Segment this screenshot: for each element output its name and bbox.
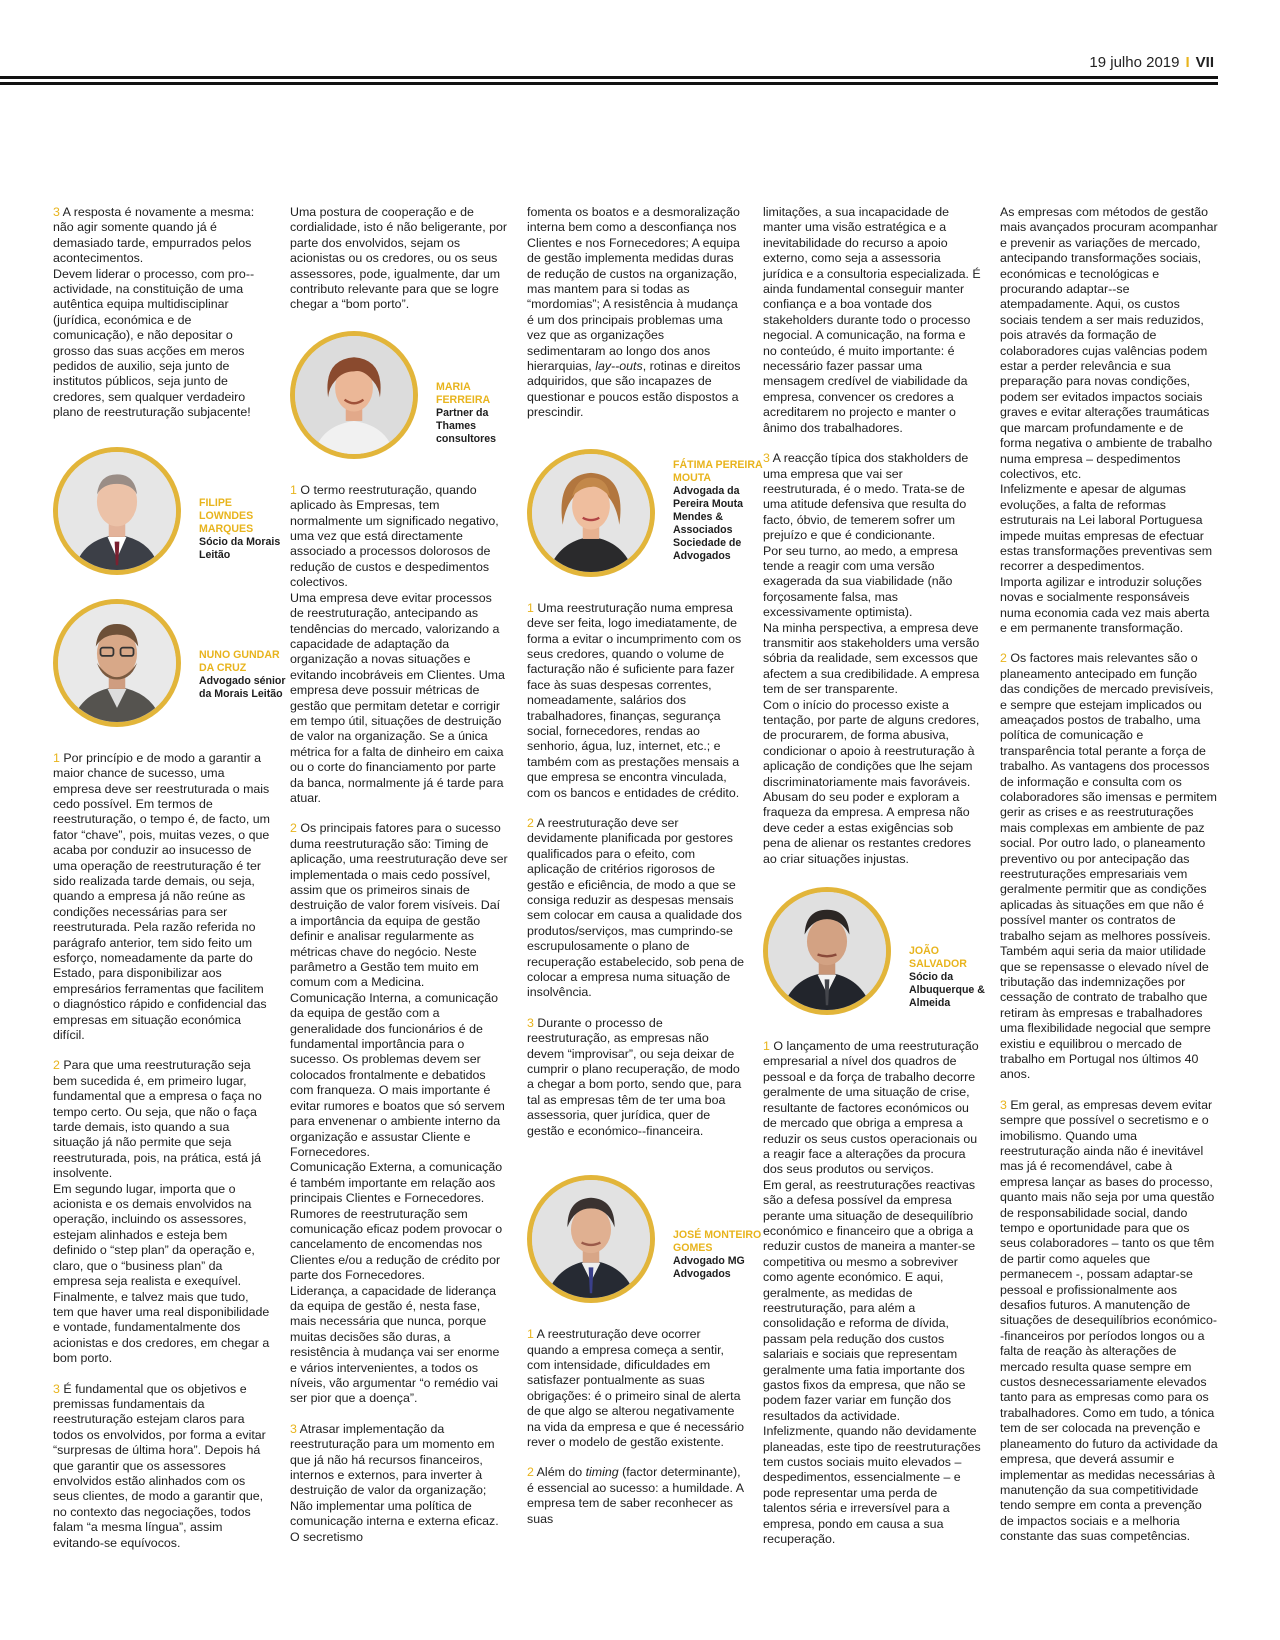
paragraph	[290, 821, 508, 1406]
paragraph-text: A reestruturação deve ser devidamente planificada por gestores qualificados para o efeito, com aplicação de critérios rigorosos de gestão e eficiência, de modo a que se consiga reduzir as despesas mensais sem colocar em causa a qualidade dos produtos/serviços, mas cumprindo-se escrupulosamente o plano de recuperação estabelecido, sob pena de colocar a empresa numa situação de insolvência.	[527, 815, 744, 1000]
column-3	[527, 205, 763, 1527]
paragraph-text: Durante o processo de reestruturação, as empresas não devem “improvisar”, ou seja deixar de cumprir o plano recuperação, de modo a chegar a bom porto, sendo que, para tal as empresas têm de ter uma boa assessoria, quer jurídica, quer de gestão e económico--financeira.	[527, 1015, 742, 1138]
person-name: JOSÉ MONTEIRO GOMES	[673, 1229, 762, 1255]
paragraph	[1000, 651, 1218, 1082]
paragraph-text: Uma postura de cooperação e de cordialidade, isto é não beligerante, por parte dos envolvidos, sejam os acionistas ou os credores, ou os seus assessores, pode, igualmente, dar um contributo relevante para que se logre chegar a “bom porto”.	[290, 205, 507, 312]
answer-number: 2	[527, 815, 534, 830]
header-page-number: VII	[1195, 54, 1214, 71]
emphasis: timing	[585, 1465, 619, 1480]
person-name: FILIPE LOWNDES MARQUES	[199, 496, 254, 535]
paragraph	[527, 1327, 745, 1450]
paragraph	[53, 1058, 271, 1366]
paragraph-text: fomenta os boatos e a desmoralização interna bem como a desconfiança nos Clientes e nos Fornecedores; A equipa de gestão implementa medidas duras de redução de custos na organização, mas mantem para si todas as “mordomias”; A resistência à mudança é um dos principais problemas uma vez que as organizações sedimentaram ao longo dos anos hierarquias,	[527, 205, 740, 374]
portrait-nuno-gundar-da-cruz-icon	[53, 599, 181, 727]
paragraph	[290, 483, 508, 807]
paragraph	[290, 205, 508, 313]
person-name: NUNO GUNDAR DA CRUZ	[199, 648, 280, 674]
answer-number: 3	[53, 1381, 60, 1396]
paragraph	[53, 751, 271, 1044]
person-name: JOÃO SALVADOR	[909, 945, 967, 971]
portrait-card	[53, 447, 281, 577]
paragraph-text: É fundamental que os objetivos e premissas fundamentais da reestruturação estejam claros para todos os envolvidos, por forma a evitar “surpresas de última hora”. Depois há que garantir que os assessores envolvidos estão alinhados com os seus clientes, de modo a garantir que, no contexto das negociações, todos falam “a mesma língua”, assim evitando-se equívocos.	[53, 1381, 266, 1550]
portrait-caption	[199, 497, 289, 562]
paragraph-text: , rotinas e direitos adquiridos, que são incapazes de questionar e poucos estão dispostos a prescindir.	[527, 359, 741, 420]
portrait-caption	[909, 945, 999, 1010]
portrait-card	[53, 599, 286, 729]
paragraph	[53, 1382, 271, 1551]
header-date: 19 julho 2019	[1089, 54, 1180, 71]
paragraph-text: As empresas com métodos de gestão mais avançados procuram acompanhar e prevenir as variações de mercado, antecipando transformações sociais, económicas e tecnológicas e procurando adaptar--se atempadamente. Aqui, os custos sociais tendem a ser mais reduzidos, pois através da formação de colaboradores cujas valências podem estar a perder relevância e sua preparação para novas condições, podem ser evitados impactos sociais graves e evitar alterações traumáticas que marcam profundamente e de forma negativa o ambiente de trabalho numa empresa – despedimentos colectivos, etc. Infelizmente e apesar de algumas evoluções, a falta de reformas estruturais na Lei laboral Portuguesa impede muitas empresas de efectuar estas transformações preventivas sem recorrer a despedimentos. Importa agilizar e introduzir soluções novas e socialmente responsáveis numa economia cada vez mais aberta e em permanente transformação.	[1000, 205, 1218, 635]
portrait-card	[763, 887, 985, 1017]
answer-number: 1	[527, 1327, 534, 1342]
person-role: Sócio da Morais Leitão	[199, 535, 281, 561]
portrait-filipe-lowndes-marques-icon	[53, 447, 181, 575]
paragraph	[1000, 205, 1218, 636]
paragraph	[763, 205, 981, 436]
answer-number: 1	[53, 750, 60, 765]
answer-number: 1	[290, 482, 297, 497]
portrait-joao-salvador-icon	[763, 887, 891, 1015]
paragraph-text: Os factores mais relevantes são o planeamento antecipado em função das condições de mercado previsíveis, e sempre que estejam implicados ou ameaçados postos de trabalho, uma política de comunicação e transparência total perante a força de trabalho. As vantagens dos processos de informação e consulta com os colaboradores são imensas e permitem gerir as crises e as reestruturações mais complexas em ambiente de paz social. Por outro lado, o planeamento preventivo ou por antecipação das reestruturações empresariais vem geralmente permitir que as condições aplicadas às situações em que não é possível manter os contratos de trabalho sejam as melhores possíveis. Também aqui seria da maior utilidade que se repensasse o elevado nível de tributação das indemnizações por cessação de contrato de trabalho que retiram às empresas e trabalhadores uma flexibilidade negocial que sempre existiu e equilibrou o mercado de trabalho em Portugal nos últimos 40 anos.	[1000, 651, 1217, 1082]
answer-number: 1	[763, 1039, 770, 1054]
person-role: Advogada da Pereira Mouta Mendes & Associados Sociedade de Advogados	[673, 484, 744, 562]
page-header	[0, 0, 1280, 92]
header-dateline	[1089, 54, 1214, 71]
person-name: MARIA FERREIRA	[436, 380, 491, 406]
paragraph-text: O lançamento de uma reestruturação empresarial a nível dos quadros de pessoal e da força de trabalho decorre geralmente de uma situação de crise, resultante de factores económicos ou de mercado que obriga a empresa a reduzir os seus custos operacionais ou a reagir face a alterações da procura dos seus produtos ou serviços. Em geral, as reestruturações reactivas são a defesa possível da empresa perante uma situação de desequilíbrio económico e financeiro que a obriga a reduzir custos de maneira a manter-se competitiva ou mesmo a sobreviver como agente económico. E aqui, geralmente, as medidas de reestruturação, para além a consolidação e reforma de dívida, passam pela redução dos custos salariais e sociais que representam geralmente uma fatia importante dos gastos fixos da empresa, que não se podem fazer variar em função dos resultados da actividade. Infelizmente, quando não devidamente planeadas, este tipo de reestruturações tem custos sociais muito elevados – despedimentos, essencialmente – e pode representar uma perda de talentos séria e irreversível para a empresa, pondo em causa a sua recuperação.	[763, 1039, 981, 1547]
paragraph-text: Os principais fatores para o sucesso duma reestruturação são: Timing de aplicação, uma reestruturação deve ser implementada o mais cedo possível, assim que os primeiros sinais de destruição de valor forem visíveis. Daí a importância da equipa de gestão definir e analisar regularmente as métricas chave do negócio. Neste parâmetro a Gestão tem muito em comum com a Medicina. Comunicação Interna, a comunicação da equipa de gestão com a generalidade dos funcionários é de fundamental importância para o sucesso. Os problemas devem ser colocados frontalmente e debatidos com franqueza. O mais importante é evitar rumores e boatos que só servem para envenenar o ambiente interno da organização e assustar Cliente e Fornecedores. Comunicação Externa, a comunicação é também importante em relação aos principais Clientes e Fornecedores. Rumores de reestruturação sem comunicação eficaz podem provocar o cancelamento de encomendas nos Clientes e/ou a redução de crédito por parte dos Fornecedores. Liderança, a capacidade de liderança da equipa de gestão é, nesta fase, mais necessária que nunca, porque muitas decisões são duras, a resistência à mudança vai ser enorme e vários intervenientes, a todos os níveis, vão argumentar “o remédio vai ser pior que a doença”.	[290, 821, 508, 1406]
answer-number: 1	[527, 600, 534, 615]
portrait-maria-ferreira-icon	[290, 331, 418, 459]
paragraph	[763, 451, 981, 867]
person-role: Partner da Thames consultores	[436, 406, 497, 445]
person-role: Advogado sénior da Morais Leitão	[199, 674, 286, 700]
paragraph	[763, 1039, 981, 1547]
paragraph	[53, 205, 271, 421]
answer-number: 3	[290, 1421, 297, 1436]
person-role: Advogado MG Advogados	[673, 1255, 745, 1281]
paragraph-text: Por princípio e de modo a garantir a maior chance de sucesso, uma empresa deve ser reestruturada o mais cedo possível. Em termos de reestruturação, o tempo é, de facto, um fator “chave”, pois, muitas vezes, o que acaba por conduzir ao insucesso de uma operação de reestruturação é ter sido realizada tarde demais, ou seja, quando a empresa já não reúne as condições necessárias para ser reestruturada. Pela razão referida no parágrafo anterior, tem sido feito um esforço, nomeadamente da parte do Estado, para disponibilizar aos empresários ferramentas que facilitem o diagnóstico rápido e confidencial das empresas em situação económica difícil.	[53, 750, 270, 1042]
portrait-caption	[199, 649, 289, 701]
header-separator: I	[1185, 54, 1190, 71]
portrait-card	[527, 449, 763, 579]
portrait-card	[527, 1175, 762, 1305]
paragraph	[527, 601, 745, 801]
paragraph	[1000, 1098, 1218, 1545]
column-1	[53, 205, 286, 1551]
header-rule-bottom	[0, 82, 1218, 85]
paragraph-text: A reacção típica dos stakholders de uma empresa que vai ser reestruturada, é o medo. Trata-se de uma atitude defensiva que resulta do facto, óbvio, de temerem sofrer um prejuízo e que é condicionante. Por seu turno, ao medo, a empresa tende a reagir com uma versão exagerada da sua viabilidade (não forçosamente falsa, mas excessivamente optimista). Na minha perspectiva, a empresa deve transmitir aos stakeholders uma versão sóbria da realidade, sem excessos que afectem a sua credibilidade. A empresa tem de ser transparente. Com o início do processo existe a tentação, por parte de alguns credores, de procurarem, de forma abusiva, condicionar o apoio à reestruturação à aplicação de condições que lhe sejam discriminatoriamente mais favoráveis. Abusam do seu poder e exploram a fraqueza da empresa. A empresa não deve ceder a estas exigências sob pena de alienar os restantes credores ao criar situações injustas.	[763, 451, 980, 866]
paragraph-text: (factor determinante), é essencial ao sucesso: a humildade. A empresa tem de saber reconhecer as suas	[527, 1465, 744, 1526]
paragraph	[290, 1422, 508, 1545]
paragraph-text: Uma reestruturação numa empresa deve ser feita, logo imediatamente, de forma a evitar o incumprimento com os seus credores, quando o volume de facturação não é suficiente para fazer face às suas despesas correntes, nomeadamente, salários dos trabalhadores, finanças, segurança social, fornecedores, rendas ao senhorio, água, luz, internet, etc.; e também com as prestações mensais a que empresa se encontra vinculada, com os bancos e entidades de crédito.	[527, 600, 742, 800]
paragraph	[527, 1016, 745, 1139]
paragraph-text: Atrasar implementação da reestruturação para um momento em que já não há recursos financeiros, internos e externos, para inverter à destruição de valor da organização; Não implementar uma política de comunicação interna e externa eficaz. O secretismo	[290, 1421, 499, 1544]
column-2	[290, 205, 508, 1545]
header-rule-top	[0, 76, 1218, 79]
person-name: FÁTIMA PEREIRA MOUTA	[673, 458, 763, 484]
paragraph	[527, 816, 745, 1001]
portrait-caption	[673, 1229, 763, 1281]
answer-number: 3	[527, 1015, 534, 1030]
paragraph	[527, 205, 745, 421]
answer-number: 3	[1000, 1097, 1007, 1112]
portrait-fatima-pereira-mouta-icon	[527, 449, 655, 577]
portrait-caption	[673, 459, 763, 563]
paragraph	[527, 1465, 745, 1527]
answer-number: 2	[1000, 651, 1007, 666]
answer-number: 3	[763, 451, 770, 466]
paragraph-text: limitações, a sua incapacidade de manter uma visão estratégica e a inevitabilidade do recurso a apoio externo, como seja a assessoria jurídica e a consultoria especializada. É ainda fundamental conseguir manter confiança e a boa vontade dos stakeholders durante todo o processo negocial. A comunicação, na forma e no conteúdo, é muito importante: é necessário fazer passar uma mensagem credível de viabilidade da empresa, convencer os credores a acreditarem no projecto e manter o ânimo dos trabalhadores.	[763, 205, 981, 435]
paragraph-text: O termo reestruturação, quando aplicado às Empresas, tem normalmente um significado negativo, uma vez que está directamente associado a processos dolorosos de redução de custos e despedimentos colectivos. Uma empresa deve evitar processos de reestruturação, antecipando as tendências do mercado, valorizando a capacidade de adaptação da organização a novas situações e evitando incobráveis em Clientes. Uma empresa deve possuir métricas de gestão que permitam detetar e corrigir em tempo útil, situações de destruição de valor na organização. Se a única métrica for a falta de dinheiro em caixa ou o corte do financiamento por parte da banca, normalmente já é tarde para atuar.	[290, 482, 505, 805]
paragraph-text: Além do	[536, 1465, 586, 1480]
answer-number: 2	[290, 821, 297, 836]
paragraph-text: A resposta é novamente a mesma: não agir somente quando já é demasiado tarde, empurrados pelos acontecimentos. Devem liderar o processo, com pro--actividade, na constituição de uma autêntica equipa multidisciplinar (jurídica, económica e de comunicação), e não depositar o grosso das suas acções em meros pedidos de auxilio, seja junto de institutos públicos, seja junto de credores, sem qualquer verdadeiro plano de reestruturação subjacente!	[53, 205, 255, 420]
paragraph-text: Em geral, as empresas devem evitar sempre que possível o secretismo e o imobilismo. Quando uma reestruturação ainda não é inevitável mas já é recomendável, cabe à empresa lançar as bases do processo, quanto mais não seja por uma questão de responsabilidade social, dando tempo e oportunidade para que os seus colaboradores – tanto os que têm de partir como aqueles que permanecem -, possam adaptar-se pessoal e profissionalmente aos desafios futuros. A manutenção de situações de desequilíbrios económico--financeiros por períodos longos ou a falta de reação às alterações de mercado resulta quase sempre em custos desnecessariamente elevados tanto para as empresas como para os trabalhadores. Como em tudo, a tónica tem de ser colocada na prevenção e planeamento do futuro da actividade da empresa, que deverá assumir e implementar as medidas necessárias à manutenção da sua competitividade tendo sempre em conta a prevenção de impactos sociais e a melhoria constante das suas competências.	[1000, 1097, 1218, 1544]
column-5	[1000, 205, 1218, 1545]
portrait-card	[290, 331, 508, 461]
answer-number: 2	[53, 1058, 60, 1073]
person-role: Sócio da Albuquerque & Almeida	[909, 971, 985, 1010]
portrait-jose-monteiro-gomes-icon	[527, 1175, 655, 1303]
answer-number: 2	[527, 1465, 534, 1480]
column-4	[763, 205, 985, 1547]
answer-number: 3	[53, 205, 60, 219]
portrait-caption	[436, 381, 526, 446]
emphasis: lay--outs	[595, 359, 643, 374]
paragraph-text: Para que uma reestruturação seja bem sucedida é, em primeiro lugar, fundamental que a empresa o faça no tempo certo. Ou seja, que não o faça tarde demais, isto quando a sua situação já não permite que seja reestruturada, pois, na prática, está já insolvente. Em segundo lugar, importa que o acionista e os demais envolvidos na operação, incluindo os assessores, estejam alinhados e esteja bem definido o “step plan” da operação e, claro, que o “business plan” da empresa seja realista e exequível. Finalmente, e talvez mais que tudo, tem que haver uma real disponibilidade e vontade, fundamentalmente dos acionistas e dos credores, em chegar a bom porto.	[53, 1058, 270, 1366]
paragraph-text: A reestruturação deve ocorrer quando a empresa começa a sentir, com intensidade, dificuldades em satisfazer pontualmente as suas obrigações: é o primeiro sinal de alerta de que algo se alterou negativamente na vida da empresa e que é necessário rever o modelo de gestão existente.	[527, 1327, 744, 1449]
